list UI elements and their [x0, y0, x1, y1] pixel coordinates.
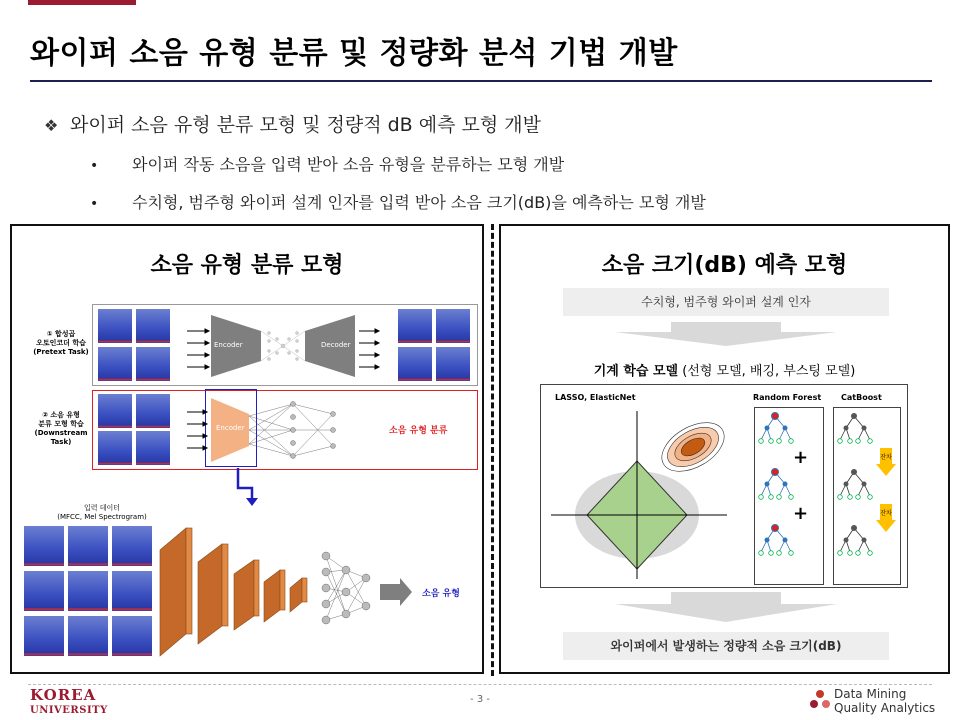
encoder-label: Encoder — [214, 341, 243, 349]
spectrogram-thumbnail — [136, 347, 170, 381]
regression-panel — [499, 224, 950, 674]
dmqa-line: Quality Analytics — [834, 701, 936, 715]
output-arrow-icon — [380, 578, 412, 606]
decoder-label: Decoder — [321, 341, 351, 349]
spectrogram-thumbnail — [98, 394, 132, 428]
spectrogram-thumbnail — [436, 347, 470, 381]
classification-panel-title: 소음 유형 분류 모형 — [150, 253, 344, 278]
residual-arrow-icon — [876, 504, 896, 532]
spectrogram-thumbnail — [112, 616, 152, 656]
autoencoder-box — [92, 304, 478, 386]
korea-logo-line: KOREA — [30, 686, 97, 704]
ml-model-label — [501, 360, 948, 379]
dot-bullet-icon: • — [90, 158, 99, 174]
downstream-label-line: 분류 모형 학습 — [38, 420, 84, 428]
pretext-label-line: (Pretext Task) — [33, 348, 89, 356]
sub-bullet — [90, 190, 706, 213]
random-forest-label: Random Forest — [753, 393, 822, 402]
spectrogram-thumbnail — [24, 526, 64, 566]
residual-label: 잔차 — [880, 454, 892, 461]
ml-model-box — [540, 384, 908, 588]
title-divider — [30, 80, 932, 82]
dmqa-line: Data Mining — [834, 687, 907, 701]
spectrogram-thumbnail — [24, 571, 64, 611]
spectrogram-thumbnail — [112, 526, 152, 566]
spectrogram-thumbnail — [136, 309, 170, 343]
spectrogram-thumbnail — [398, 309, 432, 343]
dmqa-logo-text — [834, 687, 935, 715]
spectrogram-thumbnail — [398, 347, 432, 381]
downstream-task-label — [24, 411, 98, 447]
ml-model-label-bold: 기계 학습 모델 — [593, 364, 679, 379]
spectrogram-thumbnail — [98, 431, 132, 465]
residual-label: 잔차 — [880, 510, 892, 517]
classifier-box — [92, 390, 478, 470]
catboost-box — [833, 407, 901, 585]
spectrogram-thumbnail — [68, 571, 108, 611]
spectrogram-thumbnail — [98, 309, 132, 343]
lasso-label: LASSO, ElasticNet — [555, 393, 636, 402]
sub-bullet-text: 수치형, 범주형 와이퍼 설계 인자를 입력 받아 소음 크기(dB)을 예측하는 모형 개발 — [132, 193, 706, 212]
autoencoder-diagram — [183, 311, 383, 381]
spectrogram-thumbnail — [68, 526, 108, 566]
lasso-diagram — [545, 407, 735, 583]
noise-type-output-label: 소음 유형 — [422, 589, 460, 599]
random-forest-box — [754, 407, 824, 585]
university-logo-line: UNIVERSITY — [30, 705, 108, 716]
pretext-task-label — [24, 330, 98, 357]
footer-divider — [28, 684, 932, 685]
pretext-label-line: ① 합성곱 — [46, 330, 76, 338]
spectrogram-thumbnail — [98, 347, 132, 381]
down-arrow-icon — [611, 592, 841, 622]
dot-bullet-icon: • — [90, 196, 99, 212]
encoder-label-2: Encoder — [216, 424, 245, 432]
classification-panel — [10, 224, 484, 674]
spectrogram-thumbnail — [436, 309, 470, 343]
panel-divider — [491, 224, 494, 676]
input-data-label — [32, 504, 172, 522]
spectrogram-thumbnail — [112, 571, 152, 611]
pretext-label-line: 오토인코더 학습 — [36, 339, 86, 347]
main-bullet-text: 와이퍼 소음 유형 분류 모형 및 정량적 dB 예측 모형 개발 — [70, 114, 541, 136]
main-bullet — [44, 110, 541, 137]
down-arrow-icon — [611, 322, 841, 346]
input-label-line: 입력 데이터 — [83, 504, 121, 512]
random-forest-trees-icon — [755, 408, 823, 584]
design-factor-input-box: 수치형, 범주형 와이퍼 설계 인자 — [563, 288, 889, 316]
residual-arrow-icon — [876, 448, 896, 476]
catboost-label: CatBoost — [841, 393, 882, 402]
page-number: - 3 - — [470, 694, 490, 705]
sub-bullet-text: 와이퍼 작동 소음을 입력 받아 소음 유형을 분류하는 모형 개발 — [132, 155, 565, 174]
diamond-bullet-icon: ❖ — [44, 116, 59, 135]
spectrogram-thumbnail — [136, 431, 170, 465]
plus-icon: + — [793, 447, 809, 468]
spectrogram-thumbnail — [68, 616, 108, 656]
spectrogram-thumbnail — [136, 394, 170, 428]
sub-bullet — [90, 152, 564, 175]
plus-icon: + — [793, 503, 809, 524]
downstream-label-line: ② 소음 유형 — [42, 411, 80, 419]
input-label-line: (MFCC, Mel Spectrogram) — [57, 513, 147, 521]
dmqa-logo-icon — [808, 688, 832, 712]
page-title: 와이퍼 소음 유형 분류 및 정량화 분석 기법 개발 — [30, 36, 678, 71]
regression-panel-title: 소음 크기(dB) 예측 모형 — [601, 253, 848, 278]
downstream-label-line: (Downstream Task) — [34, 429, 88, 446]
catboost-trees-icon — [834, 408, 900, 584]
transfer-arrow-icon — [234, 468, 264, 508]
spectrogram-thumbnail — [24, 616, 64, 656]
classifier-diagram — [183, 394, 373, 466]
ml-model-label-rest: (선형 모델, 배깅, 부스팅 모델) — [678, 364, 856, 379]
classification-output-label: 소음 유형 분류 — [389, 426, 448, 436]
top-accent-bar — [28, 0, 136, 5]
db-output-box: 와이퍼에서 발생하는 정량적 소음 크기(dB) — [563, 632, 889, 660]
